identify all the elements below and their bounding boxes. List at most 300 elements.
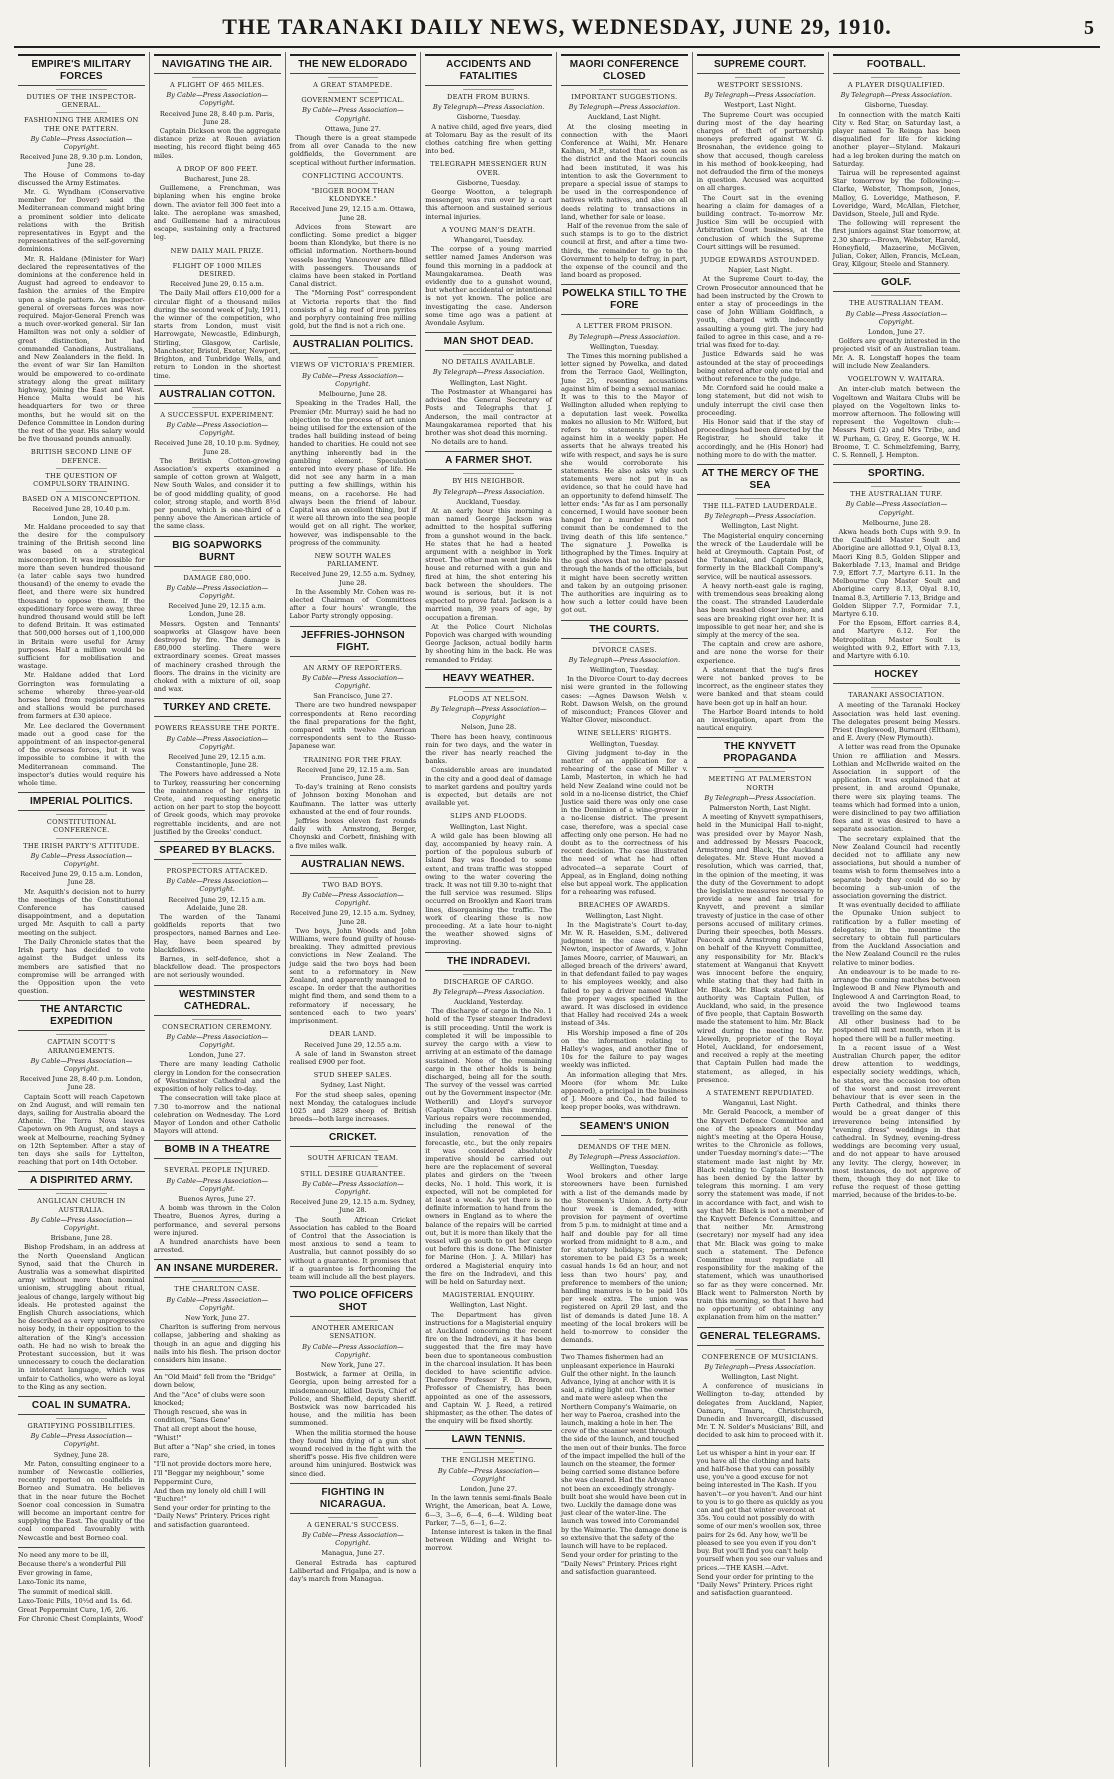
article bbox=[18, 1000, 145, 1166]
article-paragraph: Barnes, in self-defence, shot a blackfellow dead. The prospectors are not seriously wounded. bbox=[153, 955, 281, 980]
article-byline: By Telegraph—Press Association. bbox=[432, 368, 545, 377]
article bbox=[833, 273, 961, 370]
article-body bbox=[290, 588, 417, 621]
article-paragraph: A conference of musicians in Wellington to-day, attended by delegates from Auckland, Napier, Oamaru, Timaru, Christchurch, Dunedin and Invercargill, discussed Mr. T. N. Solder's Musicians' Bill, and decided to ask him to proceed with it. bbox=[696, 1382, 824, 1440]
article-paragraph: Justice Edwards said he was astounded at the stay of proceedings being entered after only one trial and without reference to the judge. bbox=[696, 350, 824, 383]
article-body bbox=[833, 528, 961, 660]
article-body bbox=[697, 275, 824, 458]
article-dateline: New York, June 27. bbox=[185, 1313, 250, 1322]
article-paragraph: It was eventually decided to affiliate the Opunake Union subject to ratification by a fuller meeting of delegates; in the meantime the secretary to obtain full particulars from the Auckland Association and the New Zealand Council re the rules relative to minor bodies. bbox=[832, 901, 961, 967]
article bbox=[154, 54, 281, 160]
article-dateline: Wellington, Tuesday. bbox=[589, 665, 659, 674]
article-paragraph: The Magisterial enquiry concerning the wreck of the Lauderdale will be held at Greymouth. Captain Post, of the Tutanekai, and Captain Black, formerly in the Blackball Company's service, will be nautical assessors. bbox=[696, 531, 824, 581]
article-headline: FIGHTING IN NICARAGUA. bbox=[290, 1483, 417, 1514]
article bbox=[154, 1140, 281, 1254]
advert-line: The summit of medical skill. bbox=[18, 1587, 113, 1596]
article-byline: By Cable—Press Association—Copyright. bbox=[166, 1176, 268, 1193]
article-dateline: Wellington, Last Night. bbox=[721, 522, 799, 531]
article-paragraph: There are two hundred newspaper correspondents at Reno recording the final preparations for the fight, compared with twelve American correspondents sent to the Russo-Japanese war. bbox=[289, 701, 417, 751]
article-dateline: Received June 29, 0.15 a.m. London, June 28. bbox=[20, 870, 143, 887]
article bbox=[290, 1483, 417, 1583]
advert-line: Let us whisper a hint in your ear. If you have all the clothing and hats and half-hose that you can possibly use, you've a good excuse for not being interested in The Kash. If you haven't—or you haven't. And our hint to you is to go there as quickly as you can and get that winter overcoat at 35s. You could not possibly do with some of our men's woollen sox, three pairs for 2s 6d. Any how, we'll be pleased to see you even if you don't buy. But you'll find you can't help yourself when you see our values and prices.—THE KASH.—Advt. bbox=[696, 1448, 824, 1572]
article-paragraph: At the Police Court Nicholas Popovich was charged with wounding George Jackson, actual bodily harm by shooting him in the back. He was remanded to Friday. bbox=[425, 622, 552, 664]
article-body bbox=[290, 1091, 417, 1124]
article-dateline: Received June 29, 12.15 a.m. Sydney, June 28. bbox=[290, 1198, 416, 1215]
article-headline: WESTMINSTER CATHEDRAL. bbox=[154, 985, 281, 1016]
article-headline: THE INDRADEVI. bbox=[425, 952, 552, 971]
article-dateline: Nelson, June 28. bbox=[461, 723, 517, 732]
article bbox=[18, 54, 145, 443]
article-body bbox=[154, 184, 281, 241]
article-byline: By Cable—Press Association—Copyright. bbox=[30, 134, 133, 152]
article-byline: By Cable—Press Association—Copyright bbox=[437, 1466, 540, 1483]
article-paragraph: Mr. G. Wyndham (Conservative member for Dover) said the Mediterranean command might bring a prominent soldier into delicate relations with the British representatives in Egypt and the representatives of the self-governing dominions. bbox=[18, 188, 145, 254]
article bbox=[561, 284, 688, 614]
article-paragraph: Mr. Lee declared the Government made out a good case for the appointment of an inspector-general of the overseas forces, but it was impossible to combine it with the Mediterranean command. The inspector's duties would require his whole time. bbox=[18, 721, 145, 788]
article-dateline: Received June 28, 8.40 p.m. Paris, June 28. bbox=[159, 109, 275, 126]
article-paragraph: The Court sat in the evening hearing a claim for damages of a building contract. To-morrow Mr. Justice Sim will be occupied with Arbitration Court business, at the conclusion of which the Supreme Court sittings will be resumed. bbox=[696, 193, 824, 251]
column-5 bbox=[557, 52, 693, 1767]
divider-rule bbox=[56, 89, 107, 90]
divider-rule bbox=[463, 691, 514, 692]
article-headline: COAL IN SUMATRA. bbox=[18, 1396, 145, 1415]
article-subhead: TELEGRAPH MESSENGER RUN OVER. bbox=[430, 160, 548, 177]
article-paragraph: His Honor said that if the stay of proceedings had been directed by the Registrar, he should take it accordingly, and he (His Honor) had nothing more to do with the matter. bbox=[696, 417, 824, 459]
page-number: 5 bbox=[1084, 17, 1094, 39]
article-dateline: Gisborne, Tuesday. bbox=[864, 101, 929, 110]
divider-rule bbox=[599, 642, 650, 643]
column-3 bbox=[286, 52, 422, 1767]
article-dateline: Napier, Last Night. bbox=[728, 266, 793, 275]
article-headline: AUSTRALIAN NEWS. bbox=[290, 855, 417, 874]
article-paragraph: In the Magistrate's Court to-day, Mr. W. R. Haselden, S.M., delivered judgment in the case of Walter Newton, inspector of Awards, v. John James Moore, carrier, of Mauwari, an alleged breach of the drivers' award, in that defendant failed to pay wages to his employees weekly, and also failed to pay a driver named Walker the proper wages specified in the award. It was disclosed in evidence that Halley had received 24s a week instead of 34s. bbox=[561, 920, 688, 1028]
article-body bbox=[154, 289, 281, 379]
article-dateline: Received June 29, 12.15 a.m. London, June 28. bbox=[168, 602, 266, 619]
advert-line: And the "Ace" of clubs were soon knocked; bbox=[153, 1390, 266, 1407]
article-subhead: AN ARMY OF REPORTERS. bbox=[303, 663, 403, 672]
article-dateline: Westport, Last Night. bbox=[724, 101, 797, 110]
article-paragraph: General Estrada has captured Lalibertad and Frigalpa, and is now a day's march from Managua. bbox=[289, 1558, 417, 1584]
article bbox=[697, 54, 824, 251]
advert-line: Great Peppermint Cure, 1/6, 2/6. bbox=[18, 1606, 128, 1615]
article-dateline: London, June 27. bbox=[460, 1485, 518, 1494]
advert-line: Send your order for printing to the "Daily News" Printery. Prices right and satisfaction guaranteed. bbox=[561, 1551, 678, 1576]
article bbox=[425, 812, 552, 946]
article-byline: By Cable—Press Association—Copyright. bbox=[302, 371, 404, 388]
article-dateline: London, June 27. bbox=[867, 328, 925, 337]
article-dateline: Auckland, Yesterday. bbox=[453, 998, 524, 1007]
article bbox=[425, 1291, 552, 1425]
article-headline: AUSTRALIAN POLITICS. bbox=[290, 335, 417, 354]
article-paragraph: His Worship imposed a fine of 20s on the information relating to Halley's wages, and another fine of 10s for the failure to pay wages weekly was inflicted. bbox=[561, 1028, 688, 1070]
article-subhead: SLIPS AND FLOODS. bbox=[450, 812, 528, 821]
article-body bbox=[290, 399, 417, 547]
article-subhead: THE AUSTRALIAN TURF. bbox=[850, 490, 943, 499]
article-body bbox=[833, 385, 961, 459]
article-dateline: Wellington, Last Night. bbox=[449, 378, 528, 387]
article-paragraph: A letter was read from the Opunake Union re affiliation and Messrs. Lothian and McIlwride waited on the Association in support of the application. It was explained that at present, in and around Opunake, there were six playing teams. The teams which had formed into a union, were disinclined to pay two affiliation fees and it was desired to have a separate association. bbox=[832, 743, 961, 834]
article-dateline: Auckland, Last Night. bbox=[587, 113, 661, 122]
article-paragraph: The Department has given instructions for a Magisterial enquiry at Auckland concerning the recent fire on the Indradevi, as it has been suggested that the fire may have been due to spontaneous combustion in the charcoal insulation. It has been decided to have scientific advice. Therefore Professor F. D. Brown, Professor of Chemistry, has been appointed as one of the assessors, and Captain W. J. Reed, a retired shipmaster, as the other. The dates of the enquiry will be fixed shortly. bbox=[425, 1310, 552, 1426]
divider-rule bbox=[192, 863, 243, 864]
divider-rule bbox=[192, 1281, 243, 1282]
article-subhead: TWO BAD BOYS. bbox=[322, 880, 384, 889]
article-paragraph: Tairua will be represented against Star tomorrow by the following:—Clarke, Webster, Thompson, Jones, Malloy, G. Loveridge, Matheson, F. Loveridge, Ward, McAllan, Fletcher, Davidson, Steele, Jull and Ryde. bbox=[832, 169, 961, 219]
article-headline: FOOTBALL. bbox=[833, 54, 961, 74]
divider-rule bbox=[735, 77, 786, 78]
article-paragraph: The Powers have addressed a Note to Turkey, reassuring her concerning the maintenance of her rights in Crete, and requesting energetic action on her part to stop the boycott of Greek goods, which may provoke regrettable incidents, and are not justified by the Greeks' conduct. bbox=[153, 770, 281, 836]
article-paragraph: The Postmaster at Whangarei has advised the General Secretary of Posts and Telegraphs that J. Anderson, the mail contractor at Maungakaramea reported that his brother was shot dead this morning. bbox=[425, 387, 552, 437]
article-subhead: WINE SELLERS' RIGHTS. bbox=[577, 729, 672, 738]
article-dateline: Received June 29, 12.15 a.m. San Francisco, June 28. bbox=[296, 765, 410, 783]
article-subhead: A FLIGHT OF 465 MILES. bbox=[170, 81, 265, 89]
article bbox=[425, 226, 552, 327]
article-byline: By Telegraph—Press Association. bbox=[432, 987, 545, 996]
article-body bbox=[425, 123, 552, 156]
article-headline: THE COURTS. bbox=[561, 620, 688, 639]
article-body bbox=[425, 188, 552, 221]
article-subhead: A SUCCESSFUL EXPERIMENT. bbox=[160, 410, 274, 419]
article-dateline: Wellington, Tuesday. bbox=[589, 342, 659, 351]
article-headline: AT THE MERCY OF THE SEA bbox=[697, 464, 824, 495]
article-body bbox=[290, 701, 417, 750]
article-body bbox=[154, 1060, 281, 1135]
article-body bbox=[561, 749, 688, 897]
masthead bbox=[14, 14, 1100, 48]
article-subhead: WESTPORT SESSIONS. bbox=[717, 81, 803, 89]
article-subhead: A DROP OF 800 FEET. bbox=[176, 164, 258, 173]
article-body bbox=[561, 921, 688, 1112]
article-headline: CRICKET. bbox=[290, 1128, 417, 1147]
article-headline: IMPERIAL POLITICS. bbox=[18, 792, 145, 811]
article-byline: By Cable—Press Association—Copyright. bbox=[30, 1056, 133, 1073]
article bbox=[18, 1396, 145, 1542]
divider-rule bbox=[328, 1517, 379, 1518]
article-paragraph: When the militia stormed the house they found him dying of a gun shot wound received in the fight with the sheriff's posse. His five children were around him uninjured. Bostwick was since died. bbox=[289, 1428, 417, 1478]
article-headline: SPORTING. bbox=[833, 464, 961, 483]
article-byline: By Cable—Press Association—Copyright. bbox=[166, 583, 268, 600]
article-dateline: Received June 29, 12.55 a.m. bbox=[304, 1040, 402, 1049]
article-body bbox=[154, 127, 281, 160]
article bbox=[18, 792, 145, 995]
article-paragraph: The discharge of cargo in the No. 1 hold of the Tyser steamer Indradevi is still proceeding. Until the work is completed it will be impossible to survey the cargo with a view to arriving at an estimate of the damage sustained. None of the remaining cargo in the other holds is being discharged, being all for the south. The survey of the vessel was carried out by the Government inspector (Mr. Wetherill) and Lloyd's surveyor (Captain Clayton) this morning. Various repairs were recommended, including the renewal of the insulation, renovation of the forecastle, etc., but the only repairs it was considered absolutely imperative should be carried out here are the replacement of several plates and girders on the 'tween decks, No. 1 hold. This work, it is expected, will not be completed for at least a week. As yet there is no definite information to hand from the owners in England as to where the balance of the repairs will be carried out, but it is more than likely that the vessel will go south to get her cargo out before this is done. The Minister for Marine (Hon. J. A. Millar) has ordered a Magisterial enquiry into the fire on the Indradevi, and this will be held on Saturday next. bbox=[425, 1007, 552, 1286]
article-subhead: POWERS REASSURE THE PORTE. bbox=[154, 724, 280, 733]
article-dateline: Wanganui, Last Night. bbox=[722, 1099, 798, 1108]
column-7 bbox=[829, 52, 965, 1767]
article-dateline: Wellington, Tuesday. bbox=[589, 1162, 659, 1171]
divider-rule bbox=[56, 491, 107, 492]
divider-rule bbox=[871, 687, 922, 688]
article-subhead: CONFERENCE OF MUSICIANS. bbox=[701, 1352, 819, 1361]
article-body bbox=[425, 832, 552, 947]
article-dateline: Received June 29, 12.15 a.m. Adelaide, June 28. bbox=[168, 895, 266, 912]
article-body bbox=[561, 123, 688, 280]
article bbox=[154, 536, 281, 694]
article-byline: By Telegraph—Press Association. bbox=[704, 1362, 816, 1371]
divider-rule bbox=[56, 112, 107, 113]
article bbox=[833, 54, 961, 268]
article-paragraph: The Harbor Board intends to hold an investigation, apart from the nautical enquiry. bbox=[696, 707, 824, 733]
article-body bbox=[425, 1494, 552, 1552]
advert-line: Send your order for printing to the "Daily News" Printery. Prices right and satisfaction guaranteed. bbox=[153, 1504, 271, 1529]
article-subhead: DUTIES OF THE INSPECTOR-GENERAL. bbox=[26, 93, 137, 110]
article-paragraph: The "Morning Post" correspondent at Victoria reports that the find consists of a big reef of iron pyrites and porphyry containing free milling gold, but the find is not a rich one. bbox=[289, 289, 417, 331]
article-paragraph: Jeffries boxes eleven fast rounds daily with Armstrong, Berger, Choynski and Corbett, finishing with a five miles walk. bbox=[289, 817, 417, 850]
article-subhead: THE ILL-FATED LAUDERDALE. bbox=[703, 501, 818, 510]
article bbox=[154, 165, 281, 242]
article-body bbox=[425, 245, 552, 327]
divider-rule bbox=[599, 318, 650, 319]
article bbox=[154, 385, 281, 531]
article-subhead: VOGELTOWN V. WAITARA. bbox=[847, 375, 945, 384]
article-headline: GOLF. bbox=[833, 273, 961, 292]
article-paragraph: George Wootton, a telegraph messenger, was run over by a cart this afternoon and sustained serious internal injuries. bbox=[425, 188, 552, 221]
article-paragraph: The consecration will take place at 7.30 to-morrow and the national celebration on Wednesday. The Lord Mayor of London and other Catholic Mayors will attend. bbox=[153, 1094, 281, 1136]
article-dateline: Received June 28, 8.40 p.m. London, June 28. bbox=[19, 1075, 143, 1092]
article-body bbox=[18, 1093, 145, 1167]
article-subhead: MEETING AT PALMERSTON NORTH bbox=[708, 775, 812, 792]
article-paragraph: A hundred anarchists have been arrested. bbox=[153, 1237, 281, 1255]
article-paragraph: Golfers are greatly interested in the projected visit of an Australian team. Mr. A. R. Longstaff hopes the team will include New Zealanders. bbox=[832, 337, 961, 370]
article-paragraph: Half of the revenue from the sale of such stamps is to go to the district council at first, and after a time two-thirds, the remainder to go to the Government to help to defray, in part, the expense of the council and the land board as proposed. bbox=[561, 222, 688, 280]
article-byline: By Telegraph—Press Association. bbox=[432, 103, 545, 112]
article-body bbox=[697, 1382, 824, 1439]
article-subhead: "BIGGER BOOM THAN KLONDYKE." bbox=[311, 187, 395, 204]
article bbox=[290, 1030, 417, 1066]
divider-rule bbox=[735, 498, 786, 499]
article-paragraph: An information alleging that Mrs. Moore (for whom Mr. Luke appeared), a principal in the business of J. Moore and Co., had failed to keep proper books, was withdrawn. bbox=[561, 1070, 688, 1112]
article bbox=[425, 332, 552, 446]
article-dateline: London, June 27. bbox=[188, 1051, 246, 1060]
article bbox=[561, 901, 688, 1111]
article-subhead: PROSPECTORS ATTACKED. bbox=[166, 867, 268, 876]
article-dateline: Received June 28, 10.10 p.m. Sydney, June 28. bbox=[154, 439, 280, 456]
advert-line: Ever growing in fame, bbox=[18, 1569, 93, 1578]
article-paragraph: An inter-club match between the Vogeltown and Waitara Clubs will be played on the Vogeltown links to-morrow afternoon. The following will represent the Vogeltown club:—Messrs Petti (2) and Mrs Tribe, and W. Purham, G. Grey, E. George, W. H. Broome, T. C. Schmelzfeming, Barry, C. S. Rennell, J. Hempton. bbox=[832, 385, 961, 459]
article-body bbox=[154, 457, 281, 531]
article-paragraph: The following will represent the first juniors against Star tomorrow, at 2.30 sharp:—Brown, Webster, Harold, Honeyfield, Mazaerine, McGiven, Julian, Coker, Allen, Francis, McLean, Gray, Kilgour, Steele and Stannery. bbox=[832, 219, 961, 269]
divider-rule bbox=[56, 1034, 107, 1035]
article-body bbox=[290, 1559, 417, 1584]
article-paragraph: In the Assembly Mr. Cohen was re-elected Chairman of Committees after a four hours' wrangle, the Labor Party strongly opposing. bbox=[289, 587, 417, 621]
article-dateline: Wellington, Last Night. bbox=[449, 1301, 528, 1310]
advert-line: Because there's a wonderful Pill bbox=[18, 1560, 126, 1569]
article-paragraph: Mr. R. Haldane (Minister for War) declared the representatives of the dominions at the conference held in August had agreed to endeavor to fashion the armies of the Empire upon a single pattern. An inspector-general of overseas forces was now required. Major-General French was a much over-worked general. Sir Ian Hamilton was not only a soldier of great distinction, but had commanded Canadians, Australians, and New Zealanders in the field. In the event of war Sir Ian Hamilton would be empowered to co-ordinate strategy along the great military highway, joining the East and West. Hence Malta would be his headquarters for two or three months, but he would sit on the Defence Committee in London during the rest of the year. His salary would be five thousand pounds annually. bbox=[18, 254, 145, 444]
article bbox=[290, 172, 417, 331]
divider-rule bbox=[328, 660, 379, 661]
article-body bbox=[833, 111, 961, 269]
article-dateline: Managua, June 27. bbox=[321, 1549, 385, 1558]
divider-rule bbox=[599, 89, 650, 90]
article-subhead: FASHIONING THE ARMIES ON THE ONE PATTERN. bbox=[24, 116, 139, 133]
article-byline: By Cable—Press Association—Copyright. bbox=[166, 1032, 268, 1050]
article-dateline: Bucharest, June 28. bbox=[184, 175, 251, 184]
divider-rule bbox=[328, 1320, 379, 1321]
article-subhead: BY HIS NEIGHBOR. bbox=[452, 477, 525, 486]
article-headline: HOCKEY bbox=[833, 665, 961, 684]
article-body bbox=[561, 1172, 688, 1344]
article-paragraph: No details are to hand. bbox=[431, 438, 509, 447]
article-paragraph: For the Epsom, Effort carries 8.4, and Martyre 6.12. For the Metropolitan Master Soult is weighted with 9.2, Effort with 7.13, and Martyre with 6.10. bbox=[832, 619, 961, 660]
advert-line: No need any more to be ill, bbox=[18, 1550, 109, 1559]
article-subhead: MAGISTERIAL ENQUIRY. bbox=[442, 1291, 535, 1300]
divider-rule bbox=[328, 1150, 379, 1151]
column-2 bbox=[150, 52, 286, 1767]
divider-rule bbox=[871, 77, 922, 78]
article bbox=[425, 160, 552, 220]
article-paragraph: Bostwick, a farmer at Orilla, in Georgia, upon being arrested for a misdemeanour, killed Davis, Chief of Police, and Sheffield, deputy sheriff. Bostwick was now barricaded his house, and the militia has been summoned. bbox=[289, 1370, 417, 1428]
article-subhead: TARANAKI ASSOCIATION. bbox=[848, 691, 945, 700]
divider-rule bbox=[192, 1019, 243, 1020]
article bbox=[154, 841, 281, 980]
article-byline: By Telegraph—Press Association. bbox=[704, 512, 816, 521]
article-paragraph: A meeting of the Taranaki Hockey Association was held last evening. The delegates present being Messrs. Priest (Inglewood), Burnard (Eltham), and E. Avery (New Plymouth). bbox=[832, 701, 961, 743]
article-headline: THE KNYVETT PROPAGANDA bbox=[697, 737, 824, 768]
article-body bbox=[154, 913, 281, 980]
article-paragraph: At the closing meeting in connection with the Maori Conference at Waihi, Mr. Henare Kaihau, M.P., stated that as soon as the district and the Maori councils had been instituted, it was his intention to ask the Government to prepare a special issue of stamps to be used in the correspondence of natives with natives, and also on all deeds relating to transactions in land, whether for sale or lease. bbox=[561, 122, 688, 221]
article-paragraph: In a recent issue of a West Australian Church paper, the editor drew attention to weddings, especially society weddings, which, he states, are the occasion too often of the worst and most irreverent behaviour that is ever seen in the Perth Cathedral, and thinks there would be a great danger of this irreverence being intensified by "evening dress" weddings in that cathedral. In Sydney, evening-dress weddings are becoming very usual, and do not appear to have aroused any levity. The clergy, however, in most instances, do not approve of them, though they do not like to refuse the request of those getting married, because of the brides-to-be. bbox=[832, 1043, 961, 1200]
article bbox=[833, 464, 961, 660]
article bbox=[154, 247, 281, 380]
article-paragraph: For the stud sheep sales, opening next Monday, the catalogues include 1025 and 3829 sheep of British breeds—both large increases. bbox=[289, 1090, 417, 1124]
article bbox=[290, 756, 417, 850]
article bbox=[833, 375, 961, 459]
article-subhead: TRAINING FOR THE FRAY. bbox=[303, 755, 403, 764]
article-subhead: THE QUESTION OF COMPULSORY TRAINING. bbox=[33, 471, 130, 488]
article-paragraph: Wool brokers and other large storeowners have been furnished with a list of the demands made by the Storemen's Union. A forty-four hour week is demanded, with provision for payment of overtime from 5 p.m. to midnight at time and a half and double pay for all time worked from midnight to 8 a.m., and for statutory holidays; permanent storemen to be paid £3 5s a week; casual hands 1s 6d an hour, and not less than two hours' pay, and preference to members of the union; handling manures is to be paid 10s per week extra. The union was registered on April 29 last, and the list of demands is dated June 18. A meeting of the local brokers will be held to-morrow to consider the demands. bbox=[561, 1172, 688, 1345]
article-subhead: CONFLICTING ACCOUNTS. bbox=[302, 171, 404, 180]
article-subhead: A GENERAL'S SUCCESS. bbox=[306, 1520, 399, 1529]
article-paragraph: Mr. Paton, consulting engineer to a number of Newcastle collieries, recently reported on coalfields in Borneo and Sumatra. He believes that in the near future the Bochet Soenor coal concession in Sumatra will become an important centre for supplying the East. The quality of the coal compared favourably with Newcastle and best Borneo coal. bbox=[18, 1459, 145, 1542]
article-subhead: NEW DAILY MAIL PRIZE. bbox=[170, 246, 264, 255]
article-subhead: SEVERAL PEOPLE INJURED. bbox=[164, 1166, 271, 1175]
article-paragraph: The Daily Chronicle states that the Irish party has decided to vote against the Budget unless its members are satisfied that no compromise will be arranged with the Opposition upon the veto question. bbox=[18, 937, 145, 996]
article-body bbox=[290, 223, 417, 331]
article-subhead: A YOUNG MAN'S DEATH. bbox=[441, 225, 536, 234]
article-dateline: New York, June 27. bbox=[320, 1360, 385, 1369]
article bbox=[697, 1327, 824, 1440]
article-paragraph: In the lawn tennis semi-finals Beale Wright, the American, beat A. Lowe, 6—3, 3—6, 6—4, 6—4. Wilding beat Parker, 7—5, 6—1, 6—2. bbox=[425, 1494, 552, 1527]
article-byline: By Cable—Press Association—Copyright. bbox=[30, 1432, 133, 1449]
article-subhead: BASED ON A MISCONCEPTION. bbox=[22, 495, 141, 504]
article bbox=[697, 464, 824, 732]
article-body bbox=[833, 337, 961, 370]
article-headline: A DISPIRITED ARMY. bbox=[18, 1171, 145, 1190]
article-dateline: Melbourne, June 28. bbox=[318, 390, 388, 399]
article-paragraph: A wild gale has been blowing all day, accompanied by heavy rain. A portion of the populous suburb of Island Bay was flooded to some extent, and tram traffic was stopped owing to the water covering the track. It was not till 9.30 to-night that the full service was resumed. Slips occurred on Brooklyn and Kaori tram lines, disorganising the traffic. The work of clearing these is now proceeding. At a late hour to-night the weather showed signs of improving. bbox=[425, 831, 552, 947]
article-paragraph: A statement that the tug's fires were not banked proves to be incorrect, as the engineer states they were banked and that steam could have been got up in half an hour. bbox=[696, 665, 824, 707]
article-body bbox=[561, 352, 688, 615]
article-paragraph: Giving judgment to-day in the matter of an application for a rehearing of the case of Miller v. Lamb, Masterton, in which he had held New Zealand wine could not be sold in a no-license district, the Chief Justice said there was only one case in the Dominion of a wine-grower in a no-license district. The present case, therefore, was a special case affecting only one person. He had no doubt as to the correctness of his recent decision. The case illustrated the need of what he had often advocated—a separate Court of Appeal, as in England, doing nothing else but appeal work. The application for a rehearing was refused. bbox=[561, 748, 688, 897]
article-headline: A FARMER SHOT. bbox=[425, 451, 552, 470]
article bbox=[290, 855, 417, 1025]
article-body bbox=[154, 1323, 281, 1364]
article bbox=[290, 335, 417, 546]
article-paragraph: Mr. Asquith's decision not to hurry the meetings of the Constitutional Conference has caused disappointment, and a deputation urged Mr. Asquith to call a party meeting on the subject. bbox=[18, 887, 145, 937]
article-paragraph: There are many leading Catholic clergy in London for the consecration of Westminster Cathedral and the exposition of holy relics to-day. bbox=[153, 1060, 281, 1094]
article-byline: By Cable—Press Association—Copyright. bbox=[166, 91, 268, 108]
article-paragraph: Mr. Cornford said he could make a long statement, but did not wish to unduly interrupt the civil case then proceeding. bbox=[696, 384, 824, 417]
advertisement bbox=[154, 1369, 281, 1529]
article-subhead: A LETTER FROM PRISON. bbox=[576, 322, 673, 331]
article bbox=[154, 1259, 281, 1364]
divider-rule bbox=[192, 570, 243, 571]
article-body bbox=[697, 813, 824, 1084]
divider-rule bbox=[192, 77, 243, 78]
article-dateline: Gisborne, Tuesday. bbox=[456, 113, 521, 122]
article-subhead: FLIGHT OF 1000 MILES DESIRED. bbox=[172, 261, 262, 279]
divider-rule bbox=[328, 92, 379, 93]
article-headline: SPEARED BY BLACKS. bbox=[154, 841, 281, 860]
article-headline: LAWN TENNIS. bbox=[425, 1430, 552, 1449]
article-byline: By Telegraph—Press Association. bbox=[568, 1152, 681, 1161]
article-dateline: Received June 29, 12.15 a.m. Ottawa, June 28. bbox=[289, 205, 416, 222]
article-byline: By Telegraph—Press Association. bbox=[568, 103, 681, 112]
divider-rule bbox=[192, 258, 243, 259]
article bbox=[561, 54, 688, 279]
article-headline: AN INSANE MURDERER. bbox=[154, 1259, 281, 1278]
article-headline: SUPREME COURT. bbox=[697, 54, 824, 74]
article-subhead: STUD SHEEP SALES. bbox=[313, 1071, 392, 1080]
columns bbox=[14, 52, 1100, 1767]
article-headline: BOMB IN A THEATRE bbox=[154, 1140, 281, 1159]
article-byline: By Cable—Press Association—Copyright. bbox=[166, 877, 268, 894]
article-subhead: DEAR LAND. bbox=[329, 1030, 377, 1039]
article-byline: By Telegraph—Press Association. bbox=[568, 655, 681, 664]
advert-line: I'll "Beggar my neighbour," some Peppermint Cure, bbox=[153, 1469, 265, 1486]
article-dateline: Gisborne, Tuesday. bbox=[456, 178, 521, 187]
article-paragraph: In connection with the match Kaiti City v. Red Star, on Saturday last, a player named Te Reinga has been disqualified for life for kicking another player—Styland. Makauri had a leg broken during the match on Saturday. bbox=[832, 110, 961, 168]
advertisement bbox=[561, 1349, 688, 1575]
article-body bbox=[290, 927, 417, 1025]
article-dateline: Received June 28, 9.30 p.m. London, June 28. bbox=[19, 153, 143, 170]
article bbox=[425, 1430, 552, 1552]
masthead-title: THE TARANAKI DAILY NEWS, WEDNESDAY, JUNE 29, 1910. bbox=[222, 14, 892, 39]
divider-rule bbox=[871, 486, 922, 487]
article-byline: By Telegraph—Press Association. bbox=[704, 793, 816, 802]
article bbox=[154, 698, 281, 836]
article-headline: TWO POLICE OFFICERS SHOT bbox=[290, 1286, 417, 1317]
divider-rule bbox=[735, 771, 786, 772]
article-subhead: A PLAYER DISQUALIFIED. bbox=[847, 81, 945, 89]
article-paragraph: A heavy north-east gale is raging, with tremendous seas breaking along the coast. The stranded Lauderdale has been washed closer inshore, and seas are breaking right over her. It is impossible to get near her, and she is simply at the mercy of the sea. bbox=[696, 581, 824, 639]
article-paragraph: A bomb was thrown in the Colon Theatre, Buenos Ayres, during a performance, and several persons were injured. bbox=[153, 1204, 281, 1237]
divider-rule bbox=[328, 1166, 379, 1167]
article-byline: By Cable—Press Association—Copyright. bbox=[845, 500, 948, 517]
article-headline: BIG SOAPWORKS BURNT bbox=[154, 536, 281, 567]
article-dateline: Wellington, Last Night. bbox=[585, 911, 664, 920]
article-paragraph: The warden of the Tanami goldfields reports that two prospectors, named Barnes and Lee-Hay, have been speared by blackfellows. bbox=[153, 913, 281, 954]
article bbox=[561, 620, 688, 725]
article-subhead: THE AUSTRALIAN TEAM. bbox=[849, 299, 944, 308]
article-body bbox=[154, 1204, 281, 1254]
article-headline: THE NEW ELDORADO bbox=[290, 54, 417, 74]
advert-line: "I'll not provide doctors more here, bbox=[153, 1460, 272, 1469]
advertisement bbox=[18, 1547, 145, 1624]
article-byline: By Cable—Press Association—Copyright. bbox=[166, 420, 268, 438]
article-body bbox=[425, 1311, 552, 1426]
article-body bbox=[833, 701, 961, 1199]
article-body bbox=[290, 1370, 417, 1478]
article-dateline: Received June 29, 12.15 a.m. Sydney, June 28. bbox=[290, 909, 416, 926]
article-body bbox=[290, 134, 417, 167]
article-byline: By Cable—Press Association—Copyright. bbox=[302, 891, 404, 908]
column-4 bbox=[421, 52, 557, 1767]
article-subhead: VIEWS OF VICTORIA'S PREMIER. bbox=[290, 361, 416, 370]
article-subhead: JUDGE EDWARDS ASTOUNDED. bbox=[700, 256, 820, 265]
article-byline: By Telegraph—Press Association—Copyright bbox=[430, 704, 547, 722]
advert-line: Send your order for printing to the "Daily News" Printery. Prices right and satisfaction guaranteed. bbox=[696, 1572, 814, 1598]
